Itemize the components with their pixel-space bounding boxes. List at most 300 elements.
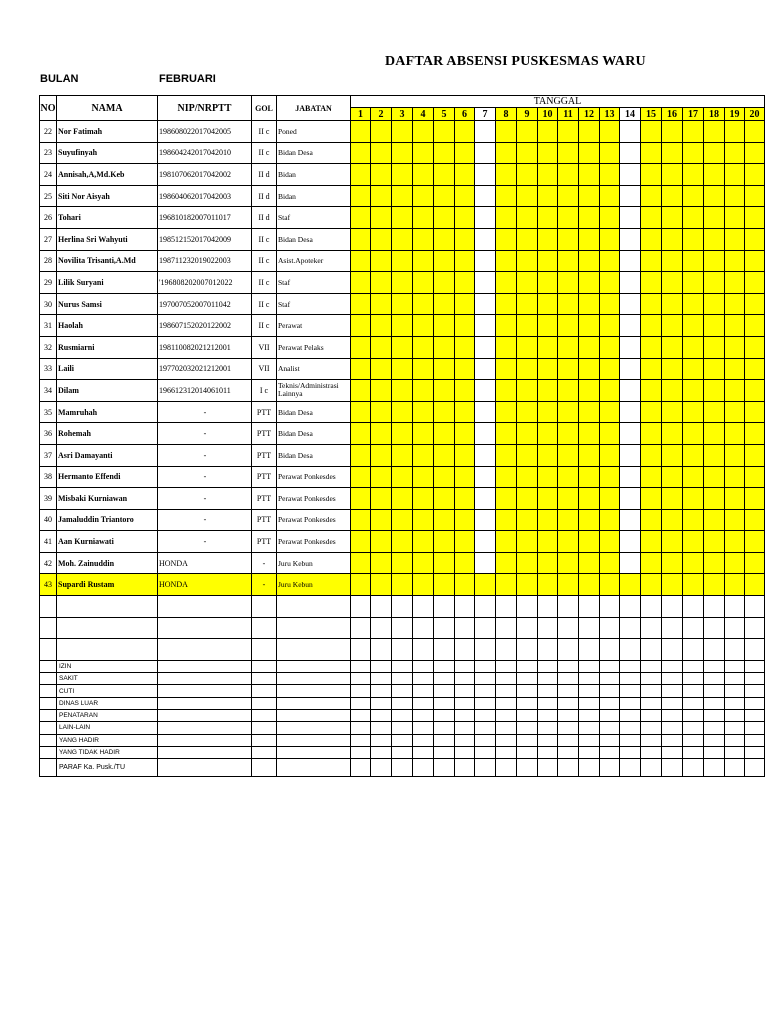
attendance-cell[interactable] xyxy=(434,685,455,697)
attendance-cell[interactable] xyxy=(704,509,725,531)
attendance-cell[interactable] xyxy=(683,444,704,466)
attendance-cell[interactable] xyxy=(517,596,538,618)
attendance-cell[interactable] xyxy=(455,358,475,380)
attendance-cell[interactable] xyxy=(704,466,725,488)
attendance-cell[interactable] xyxy=(558,660,579,672)
attendance-cell[interactable] xyxy=(579,552,600,574)
attendance-cell[interactable] xyxy=(392,617,413,639)
attendance-cell[interactable] xyxy=(683,552,704,574)
attendance-cell[interactable] xyxy=(579,380,600,402)
attendance-cell[interactable] xyxy=(558,228,579,250)
attendance-cell[interactable] xyxy=(351,509,371,531)
attendance-cell[interactable] xyxy=(725,759,745,777)
attendance-cell[interactable] xyxy=(683,734,704,746)
attendance-cell[interactable] xyxy=(725,228,745,250)
attendance-cell[interactable] xyxy=(392,466,413,488)
attendance-cell[interactable] xyxy=(392,401,413,423)
attendance-cell[interactable] xyxy=(620,722,641,734)
attendance-cell[interactable] xyxy=(558,444,579,466)
attendance-cell[interactable] xyxy=(620,401,641,423)
attendance-cell[interactable] xyxy=(413,552,434,574)
attendance-cell[interactable] xyxy=(475,722,496,734)
attendance-cell[interactable] xyxy=(392,596,413,618)
signature-cell[interactable] xyxy=(277,759,351,777)
attendance-cell[interactable] xyxy=(392,710,413,722)
attendance-cell[interactable] xyxy=(413,444,434,466)
attendance-cell[interactable] xyxy=(455,488,475,510)
attendance-cell[interactable] xyxy=(725,673,745,685)
attendance-cell[interactable] xyxy=(600,574,620,596)
attendance-cell[interactable] xyxy=(662,759,683,777)
empty-cell[interactable] xyxy=(158,596,252,618)
attendance-cell[interactable] xyxy=(434,734,455,746)
attendance-cell[interactable] xyxy=(496,574,517,596)
attendance-cell[interactable] xyxy=(641,380,662,402)
attendance-cell[interactable] xyxy=(538,336,558,358)
attendance-cell[interactable] xyxy=(558,207,579,229)
attendance-cell[interactable] xyxy=(579,121,600,143)
attendance-cell[interactable] xyxy=(517,228,538,250)
attendance-cell[interactable] xyxy=(371,142,392,164)
attendance-cell[interactable] xyxy=(392,228,413,250)
attendance-cell[interactable] xyxy=(496,596,517,618)
attendance-cell[interactable] xyxy=(704,746,725,758)
attendance-cell[interactable] xyxy=(455,509,475,531)
attendance-cell[interactable] xyxy=(600,509,620,531)
attendance-cell[interactable] xyxy=(538,423,558,445)
attendance-cell[interactable] xyxy=(351,466,371,488)
attendance-cell[interactable] xyxy=(600,488,620,510)
attendance-cell[interactable] xyxy=(558,734,579,746)
attendance-cell[interactable] xyxy=(641,228,662,250)
attendance-cell[interactable] xyxy=(579,315,600,337)
attendance-cell[interactable] xyxy=(455,722,475,734)
attendance-cell[interactable] xyxy=(745,509,765,531)
attendance-cell[interactable] xyxy=(371,401,392,423)
attendance-cell[interactable] xyxy=(434,574,455,596)
attendance-cell[interactable] xyxy=(641,488,662,510)
attendance-cell[interactable] xyxy=(620,734,641,746)
attendance-cell[interactable] xyxy=(371,121,392,143)
attendance-cell[interactable] xyxy=(455,759,475,777)
attendance-cell[interactable] xyxy=(600,660,620,672)
attendance-cell[interactable] xyxy=(351,207,371,229)
attendance-cell[interactable] xyxy=(496,746,517,758)
attendance-cell[interactable] xyxy=(620,685,641,697)
attendance-cell[interactable] xyxy=(725,552,745,574)
attendance-cell[interactable] xyxy=(392,552,413,574)
attendance-cell[interactable] xyxy=(475,639,496,661)
attendance-cell[interactable] xyxy=(496,488,517,510)
attendance-cell[interactable] xyxy=(600,401,620,423)
attendance-cell[interactable] xyxy=(538,673,558,685)
attendance-cell[interactable] xyxy=(496,315,517,337)
attendance-cell[interactable] xyxy=(704,164,725,186)
attendance-cell[interactable] xyxy=(725,697,745,709)
attendance-cell[interactable] xyxy=(413,401,434,423)
attendance-cell[interactable] xyxy=(704,488,725,510)
attendance-cell[interactable] xyxy=(434,315,455,337)
attendance-cell[interactable] xyxy=(434,509,455,531)
attendance-cell[interactable] xyxy=(413,639,434,661)
attendance-cell[interactable] xyxy=(579,358,600,380)
attendance-cell[interactable] xyxy=(517,380,538,402)
attendance-cell[interactable] xyxy=(371,509,392,531)
attendance-cell[interactable] xyxy=(641,710,662,722)
empty-cell[interactable] xyxy=(40,639,57,661)
attendance-cell[interactable] xyxy=(704,685,725,697)
attendance-cell[interactable] xyxy=(725,734,745,746)
attendance-cell[interactable] xyxy=(579,746,600,758)
attendance-cell[interactable] xyxy=(475,423,496,445)
attendance-cell[interactable] xyxy=(745,164,765,186)
attendance-cell[interactable] xyxy=(662,401,683,423)
attendance-cell[interactable] xyxy=(558,293,579,315)
attendance-cell[interactable] xyxy=(683,746,704,758)
summary-cell[interactable] xyxy=(158,734,252,746)
attendance-cell[interactable] xyxy=(558,759,579,777)
attendance-cell[interactable] xyxy=(413,315,434,337)
attendance-cell[interactable] xyxy=(475,121,496,143)
attendance-cell[interactable] xyxy=(641,272,662,294)
attendance-cell[interactable] xyxy=(392,660,413,672)
attendance-cell[interactable] xyxy=(600,423,620,445)
attendance-cell[interactable] xyxy=(641,121,662,143)
attendance-cell[interactable] xyxy=(600,250,620,272)
attendance-cell[interactable] xyxy=(392,746,413,758)
attendance-cell[interactable] xyxy=(351,423,371,445)
empty-cell[interactable] xyxy=(158,617,252,639)
attendance-cell[interactable] xyxy=(538,596,558,618)
attendance-cell[interactable] xyxy=(620,697,641,709)
attendance-cell[interactable] xyxy=(641,401,662,423)
attendance-cell[interactable] xyxy=(371,488,392,510)
attendance-cell[interactable] xyxy=(538,315,558,337)
summary-cell[interactable] xyxy=(252,734,277,746)
attendance-cell[interactable] xyxy=(475,142,496,164)
attendance-cell[interactable] xyxy=(455,423,475,445)
attendance-cell[interactable] xyxy=(517,746,538,758)
attendance-cell[interactable] xyxy=(517,444,538,466)
attendance-cell[interactable] xyxy=(351,722,371,734)
attendance-cell[interactable] xyxy=(413,142,434,164)
attendance-cell[interactable] xyxy=(392,531,413,553)
attendance-cell[interactable] xyxy=(413,164,434,186)
attendance-cell[interactable] xyxy=(704,358,725,380)
attendance-cell[interactable] xyxy=(496,617,517,639)
attendance-cell[interactable] xyxy=(641,639,662,661)
summary-cell[interactable] xyxy=(277,722,351,734)
attendance-cell[interactable] xyxy=(371,207,392,229)
attendance-cell[interactable] xyxy=(475,596,496,618)
attendance-cell[interactable] xyxy=(725,596,745,618)
attendance-cell[interactable] xyxy=(600,185,620,207)
attendance-cell[interactable] xyxy=(392,380,413,402)
attendance-cell[interactable] xyxy=(517,488,538,510)
attendance-cell[interactable] xyxy=(704,250,725,272)
attendance-cell[interactable] xyxy=(558,531,579,553)
attendance-cell[interactable] xyxy=(558,722,579,734)
attendance-cell[interactable] xyxy=(600,358,620,380)
attendance-cell[interactable] xyxy=(371,734,392,746)
attendance-cell[interactable] xyxy=(434,293,455,315)
attendance-cell[interactable] xyxy=(662,358,683,380)
attendance-cell[interactable] xyxy=(496,710,517,722)
attendance-cell[interactable] xyxy=(725,660,745,672)
attendance-cell[interactable] xyxy=(475,531,496,553)
attendance-cell[interactable] xyxy=(496,250,517,272)
attendance-cell[interactable] xyxy=(620,423,641,445)
attendance-cell[interactable] xyxy=(662,121,683,143)
attendance-cell[interactable] xyxy=(371,315,392,337)
attendance-cell[interactable] xyxy=(600,466,620,488)
attendance-cell[interactable] xyxy=(662,185,683,207)
attendance-cell[interactable] xyxy=(434,660,455,672)
attendance-cell[interactable] xyxy=(434,121,455,143)
attendance-cell[interactable] xyxy=(641,293,662,315)
attendance-cell[interactable] xyxy=(371,380,392,402)
attendance-cell[interactable] xyxy=(745,121,765,143)
attendance-cell[interactable] xyxy=(455,617,475,639)
attendance-cell[interactable] xyxy=(641,466,662,488)
attendance-cell[interactable] xyxy=(662,734,683,746)
attendance-cell[interactable] xyxy=(351,401,371,423)
attendance-cell[interactable] xyxy=(600,617,620,639)
attendance-cell[interactable] xyxy=(704,293,725,315)
attendance-cell[interactable] xyxy=(558,315,579,337)
attendance-cell[interactable] xyxy=(475,315,496,337)
attendance-cell[interactable] xyxy=(600,272,620,294)
attendance-cell[interactable] xyxy=(455,734,475,746)
attendance-cell[interactable] xyxy=(475,185,496,207)
attendance-cell[interactable] xyxy=(475,734,496,746)
summary-cell[interactable] xyxy=(158,746,252,758)
attendance-cell[interactable] xyxy=(620,596,641,618)
attendance-cell[interactable] xyxy=(371,358,392,380)
attendance-cell[interactable] xyxy=(641,336,662,358)
attendance-cell[interactable] xyxy=(371,617,392,639)
attendance-cell[interactable] xyxy=(475,207,496,229)
attendance-cell[interactable] xyxy=(641,759,662,777)
attendance-cell[interactable] xyxy=(434,272,455,294)
attendance-cell[interactable] xyxy=(600,552,620,574)
attendance-cell[interactable] xyxy=(371,531,392,553)
attendance-cell[interactable] xyxy=(683,466,704,488)
attendance-cell[interactable] xyxy=(351,617,371,639)
attendance-cell[interactable] xyxy=(413,710,434,722)
attendance-cell[interactable] xyxy=(496,336,517,358)
attendance-cell[interactable] xyxy=(579,660,600,672)
attendance-cell[interactable] xyxy=(496,759,517,777)
attendance-cell[interactable] xyxy=(475,488,496,510)
attendance-cell[interactable] xyxy=(662,746,683,758)
attendance-cell[interactable] xyxy=(704,142,725,164)
attendance-cell[interactable] xyxy=(351,185,371,207)
attendance-cell[interactable] xyxy=(641,423,662,445)
attendance-cell[interactable] xyxy=(517,423,538,445)
attendance-cell[interactable] xyxy=(725,710,745,722)
attendance-cell[interactable] xyxy=(413,697,434,709)
attendance-cell[interactable] xyxy=(496,685,517,697)
attendance-cell[interactable] xyxy=(704,596,725,618)
attendance-cell[interactable] xyxy=(371,759,392,777)
attendance-cell[interactable] xyxy=(392,164,413,186)
attendance-cell[interactable] xyxy=(725,488,745,510)
attendance-cell[interactable] xyxy=(620,639,641,661)
attendance-cell[interactable] xyxy=(392,574,413,596)
attendance-cell[interactable] xyxy=(579,722,600,734)
summary-cell[interactable] xyxy=(277,734,351,746)
attendance-cell[interactable] xyxy=(538,574,558,596)
attendance-cell[interactable] xyxy=(371,685,392,697)
attendance-cell[interactable] xyxy=(745,315,765,337)
attendance-cell[interactable] xyxy=(558,574,579,596)
attendance-cell[interactable] xyxy=(538,142,558,164)
attendance-cell[interactable] xyxy=(558,121,579,143)
attendance-cell[interactable] xyxy=(725,293,745,315)
attendance-cell[interactable] xyxy=(558,423,579,445)
attendance-cell[interactable] xyxy=(662,207,683,229)
attendance-cell[interactable] xyxy=(725,142,745,164)
attendance-cell[interactable] xyxy=(517,336,538,358)
attendance-cell[interactable] xyxy=(496,722,517,734)
attendance-cell[interactable] xyxy=(641,509,662,531)
attendance-cell[interactable] xyxy=(434,488,455,510)
attendance-cell[interactable] xyxy=(704,444,725,466)
attendance-cell[interactable] xyxy=(641,697,662,709)
attendance-cell[interactable] xyxy=(413,509,434,531)
attendance-cell[interactable] xyxy=(683,574,704,596)
attendance-cell[interactable] xyxy=(475,509,496,531)
attendance-cell[interactable] xyxy=(351,444,371,466)
summary-cell[interactable] xyxy=(252,710,277,722)
attendance-cell[interactable] xyxy=(641,660,662,672)
attendance-cell[interactable] xyxy=(641,142,662,164)
attendance-cell[interactable] xyxy=(434,401,455,423)
attendance-cell[interactable] xyxy=(351,142,371,164)
attendance-cell[interactable] xyxy=(558,596,579,618)
attendance-cell[interactable] xyxy=(371,746,392,758)
attendance-cell[interactable] xyxy=(600,315,620,337)
attendance-cell[interactable] xyxy=(475,380,496,402)
attendance-cell[interactable] xyxy=(725,272,745,294)
attendance-cell[interactable] xyxy=(455,228,475,250)
attendance-cell[interactable] xyxy=(538,759,558,777)
attendance-cell[interactable] xyxy=(620,710,641,722)
attendance-cell[interactable] xyxy=(475,272,496,294)
attendance-cell[interactable] xyxy=(351,552,371,574)
attendance-cell[interactable] xyxy=(538,293,558,315)
attendance-cell[interactable] xyxy=(704,315,725,337)
attendance-cell[interactable] xyxy=(579,759,600,777)
attendance-cell[interactable] xyxy=(496,639,517,661)
attendance-cell[interactable] xyxy=(620,466,641,488)
attendance-cell[interactable] xyxy=(475,466,496,488)
attendance-cell[interactable] xyxy=(704,380,725,402)
attendance-cell[interactable] xyxy=(496,228,517,250)
attendance-cell[interactable] xyxy=(434,617,455,639)
attendance-cell[interactable] xyxy=(745,401,765,423)
attendance-cell[interactable] xyxy=(392,734,413,746)
attendance-cell[interactable] xyxy=(351,228,371,250)
attendance-cell[interactable] xyxy=(725,722,745,734)
attendance-cell[interactable] xyxy=(683,722,704,734)
attendance-cell[interactable] xyxy=(579,596,600,618)
attendance-cell[interactable] xyxy=(392,185,413,207)
attendance-cell[interactable] xyxy=(745,423,765,445)
attendance-cell[interactable] xyxy=(662,639,683,661)
attendance-cell[interactable] xyxy=(351,759,371,777)
attendance-cell[interactable] xyxy=(434,531,455,553)
attendance-cell[interactable] xyxy=(413,734,434,746)
attendance-cell[interactable] xyxy=(641,673,662,685)
attendance-cell[interactable] xyxy=(600,336,620,358)
attendance-cell[interactable] xyxy=(600,734,620,746)
attendance-cell[interactable] xyxy=(620,574,641,596)
attendance-cell[interactable] xyxy=(496,444,517,466)
attendance-cell[interactable] xyxy=(496,142,517,164)
attendance-cell[interactable] xyxy=(620,444,641,466)
attendance-cell[interactable] xyxy=(662,617,683,639)
attendance-cell[interactable] xyxy=(704,185,725,207)
attendance-cell[interactable] xyxy=(620,380,641,402)
attendance-cell[interactable] xyxy=(600,121,620,143)
attendance-cell[interactable] xyxy=(538,401,558,423)
attendance-cell[interactable] xyxy=(392,722,413,734)
attendance-cell[interactable] xyxy=(351,488,371,510)
summary-cell[interactable] xyxy=(277,660,351,672)
attendance-cell[interactable] xyxy=(496,121,517,143)
attendance-cell[interactable] xyxy=(579,685,600,697)
attendance-cell[interactable] xyxy=(413,660,434,672)
attendance-cell[interactable] xyxy=(517,293,538,315)
attendance-cell[interactable] xyxy=(413,121,434,143)
attendance-cell[interactable] xyxy=(434,228,455,250)
attendance-cell[interactable] xyxy=(600,759,620,777)
attendance-cell[interactable] xyxy=(725,358,745,380)
attendance-cell[interactable] xyxy=(745,531,765,553)
attendance-cell[interactable] xyxy=(600,596,620,618)
attendance-cell[interactable] xyxy=(641,734,662,746)
attendance-cell[interactable] xyxy=(725,574,745,596)
attendance-cell[interactable] xyxy=(704,759,725,777)
attendance-cell[interactable] xyxy=(392,336,413,358)
summary-cell[interactable] xyxy=(252,673,277,685)
attendance-cell[interactable] xyxy=(413,466,434,488)
attendance-cell[interactable] xyxy=(517,639,538,661)
attendance-cell[interactable] xyxy=(745,185,765,207)
attendance-cell[interactable] xyxy=(475,673,496,685)
attendance-cell[interactable] xyxy=(351,734,371,746)
attendance-cell[interactable] xyxy=(600,673,620,685)
attendance-cell[interactable] xyxy=(517,685,538,697)
attendance-cell[interactable] xyxy=(704,336,725,358)
attendance-cell[interactable] xyxy=(351,336,371,358)
attendance-cell[interactable] xyxy=(558,466,579,488)
attendance-cell[interactable] xyxy=(496,185,517,207)
attendance-cell[interactable] xyxy=(683,293,704,315)
attendance-cell[interactable] xyxy=(662,596,683,618)
attendance-cell[interactable] xyxy=(517,358,538,380)
attendance-cell[interactable] xyxy=(579,228,600,250)
attendance-cell[interactable] xyxy=(455,272,475,294)
attendance-cell[interactable] xyxy=(745,617,765,639)
summary-cell[interactable] xyxy=(158,697,252,709)
attendance-cell[interactable] xyxy=(413,185,434,207)
attendance-cell[interactable] xyxy=(392,697,413,709)
attendance-cell[interactable] xyxy=(434,207,455,229)
attendance-cell[interactable] xyxy=(600,207,620,229)
